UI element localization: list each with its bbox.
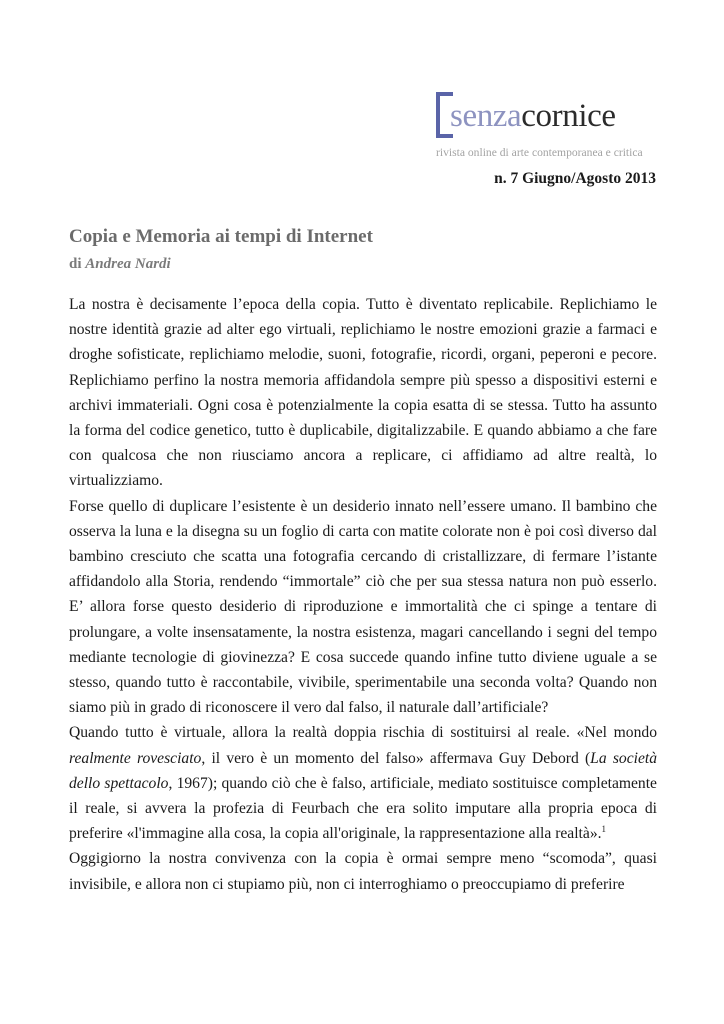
tagline: rivista online di arte contemporanea e critica [436, 146, 643, 159]
paragraph-3-text-b: , il vero è un momento del falso» affermava Guy Debord ( [201, 749, 591, 767]
logo[interactable] [450, 96, 616, 136]
paragraph-1: La nostra è decisamente l’epoca della copia. Tutto è diventato replicabile. Replichiamo le nostre identità grazie ad alter ego virtuali, replichiamo le nostre emozioni grazie a farmaci e droghe sofisticate, replichiamo melodie, suoni, fotografie, ricordi, organi, peperoni e pecore. Replichiamo perfino la nostra memoria affidandola sempre più spesso a dispositivi esterni e archivi immateriali. Ogni cosa è potenzialmente la copia esatta di se stessa. Tutto ha assunto la forma del codice genetico, tutto è duplicabile, digitalizzabile. E quando abbiamo a che fare con qualcosa che non riusciamo ancora a replicare, ci affidiamo ad altre realtà, lo virtualizziamo. [69, 296, 657, 490]
issue-number: n. 7 Giugno/Agosto 2013 [494, 170, 656, 187]
author-name: Andrea Nardi [85, 256, 171, 272]
paragraph-3-italic-b: La società dello spettacolo [69, 749, 657, 792]
logo-part-cornice: cornice [521, 98, 616, 134]
footnote-marker[interactable]: 1 [601, 824, 607, 835]
byline [69, 256, 171, 273]
paragraph-3 [69, 720, 657, 846]
paragraph-3-text-c: , 1967); quando ciò che è falso, artificiale, mediato sostituisce completamente il reale, si avvera la profezia di Feurbach che era solito imputare alla propria epoca di preferire «l'immagine alla cosa, la copia all'originale, la rappresentazione alla realtà». [69, 774, 657, 843]
article-body [69, 292, 657, 897]
byline-prefix: di [69, 256, 82, 272]
article-title: Copia e Memoria ai tempi di Internet [69, 226, 373, 247]
paragraph-3-text-a: Quando tutto è virtuale, allora la realtà doppia rischia di sostituirsi al reale. «Nel mondo [69, 724, 657, 742]
paragraph-3-italic-a: realmente rovesciato [69, 749, 202, 767]
logo-part-senza: senza [450, 98, 522, 134]
paragraph-2: Forse quello di duplicare l’esistente è un desiderio innato nell’essere umano. Il bambino che osserva la luna e la disegna su un foglio di carta con matite colorate non è poi così diverso dal bambino cresciuto che scatta una fotografia cercando di cristallizzare, di fermare l’istante affidandolo alla Storia, rendendo “immortale” ciò che per sua stessa natura non può esserlo. E’ allora forse questo desiderio di riproduzione e immortalità che ci spinge a tentare di prolungare, a volte insensatamente, la nostra esistenza, magari cancellando i segni del tempo mediante tecnologie di giovinezza? E cosa succede quando infine tutto diviene uguale a se stesso, quando tutto è raccontabile, vivibile, sperimentabile una seconda volta? Quando non siamo più in grado di riconoscere il vero dal falso, il naturale dall’artificiale? [69, 497, 657, 717]
paragraph-4: Oggigiorno la nostra convivenza con la copia è ormai sempre meno “scomoda”, quasi invisibile, e allora non ci stupiamo più, non ci interroghiamo o preoccupiamo di preferire [69, 850, 657, 893]
masthead [436, 92, 660, 162]
